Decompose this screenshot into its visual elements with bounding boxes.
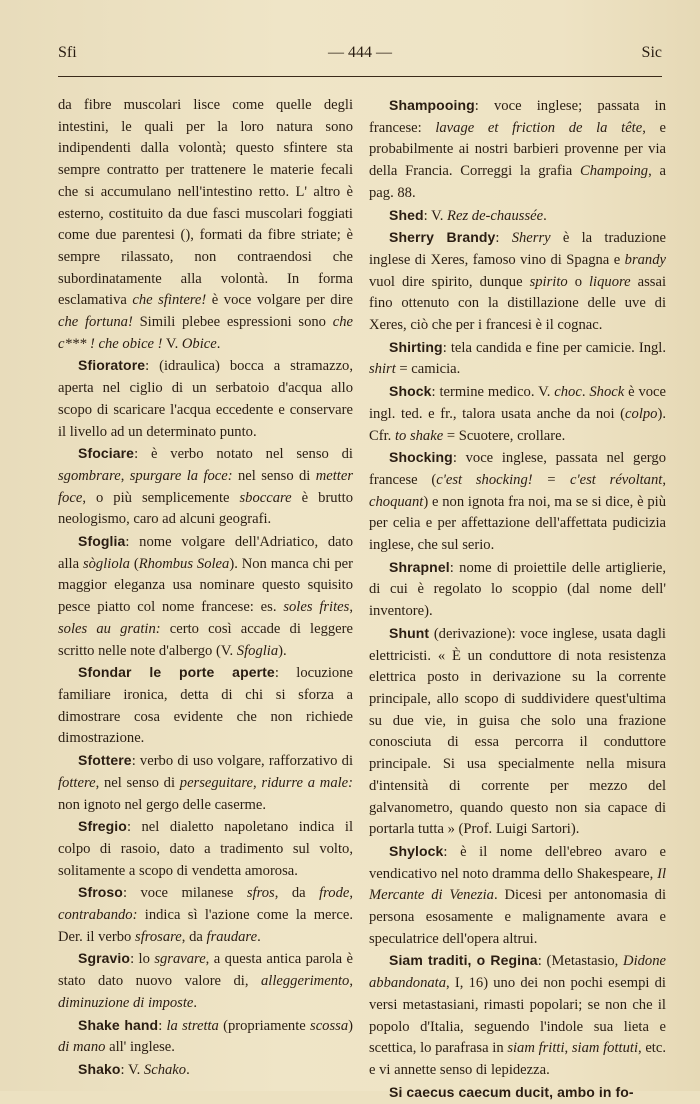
dictionary-entry: [58, 750, 353, 816]
dictionary-entry: [58, 443, 353, 531]
running-header: [58, 44, 662, 68]
entry-headword: Sfottere: [78, 752, 132, 769]
entry-definition: da fibre muscolari lisce come quelle degli intestini, le quali per la loro natura sono indipendenti dalla volontà; questo sfintere sta sempre contratto per trattenere le materie fecali che si accumulano nell'intestino retto. L' altro è esterno, costituito da due fasci muscolari foggiati come due parentesi (), formati da fibre striate; è sempre rilassato, non contraendosi che subordinatamente alla volontà. In forma esclamativa che sfintere! è voce volgare per dire che fortuna! Simili plebee espressioni sono che c*** ! che obice ! V. Obice.: [58, 97, 353, 352]
right-column: [369, 95, 666, 1104]
entry-definition: : voce milanese sfros, da frode, contrabando: indica sì l'azione come la merce. Der. il verbo sfrosare, da fraudare.: [58, 885, 353, 945]
entry-definition: : è verbo notato nel senso di sgombrare, spurgare la foce: nel senso di metter foce, o più semplicemente sboccare è brutto neologismo, caro ad alcuni geografi.: [58, 446, 354, 528]
entry-definition: : tela candida e fine per camicie. Ingl. shirt = camicia.: [369, 339, 666, 378]
dictionary-entry: [369, 623, 666, 841]
dictionary-entry: [369, 337, 666, 381]
entry-headword: Sherry Brandy: [389, 229, 496, 246]
header-left-guide-word: Sfi: [58, 44, 77, 61]
entry-definition: : nome di proiettile delle artiglierie, di cui è regolato lo scoppio (dal nome dell' inventore).: [369, 559, 666, 620]
entry-headword: Shock: [389, 383, 432, 400]
dictionary-entry: [369, 950, 666, 1081]
entry-headword: Shirting: [389, 338, 443, 355]
entry-headword: Siam traditi, o Regina: [389, 952, 538, 969]
dictionary-entry: [58, 662, 353, 750]
header-right-guide-word: Sic: [641, 44, 662, 61]
entry-definition: : termine medico. V. choc. Shock è voce ingl. ted. e fr., talora usata anche da noi (colpo). Cfr. to shake = Scuotere, crollare.: [369, 384, 667, 444]
entry-headword: Shake hand: [78, 1016, 159, 1033]
dictionary-entry: [58, 1015, 353, 1059]
entry-headword: Sfondar le porte aperte: [78, 664, 275, 681]
entry-definition: : (idraulica) bocca a stramazzo, aperta nel ciglio di un serbatoio d'acqua allo scopo di scaricare l'acqua eccedente e conservare il livello ad un determinato punto.: [58, 358, 353, 440]
dictionary-entry: [58, 531, 353, 662]
entry-definition: (derivazione): voce inglese, usata dagli elettricisti. « È un conduttore di nota resistenza elettrica posto in derivazione su la corrente principale, allo scopo di suddividere quest'ultima su due vie, in guisa che solo una frazione conosciuta di essa percorra il conduttore principale. Si usa specialmente nella misura d'intensità di corrente per mezzo del galvanometro, quando questo non sia capace di portarla tutta » (Prof. Luigi Sartori).: [369, 625, 666, 838]
entry-definition: : nel dialetto napoletano indica il colpo di rasoio, dato a tradimento sul volto, solitamente a scopo di vendetta amorosa.: [58, 819, 353, 879]
dictionary-entry: [369, 227, 666, 337]
entry-definition: : verbo di uso volgare, rafforzativo di fottere, nel senso di perseguitare, ridurre a male: non ignoto nel gergo delle caserme.: [58, 753, 354, 813]
entry-headword: Shrapnel: [389, 558, 450, 575]
entry-headword: Shunt: [389, 624, 430, 641]
entry-definition: : (Metastasio, Didone abbandonata, I, 16) uno dei non pochi esempi di versi metastasiani, rimasti popolari; se non che il popolo d'Italia, seguendo l'indole sua lieta e scettica, lo parafrasa in siam fritti, siam fottuti, etc. e vi annette senso di lepidezza.: [369, 953, 666, 1078]
entry-headword: Sfociare: [78, 445, 135, 462]
entry-definition: : V. Rez de-chaussée.: [423, 207, 547, 224]
entry-headword: Sfioratore: [78, 357, 146, 374]
entry-definition: : la stretta (propriamente scossa) di mano all' inglese.: [58, 1017, 353, 1056]
dictionary-entry: [58, 355, 353, 443]
entry-headword: Sgravio: [78, 950, 131, 967]
left-column: [58, 95, 353, 1082]
entry-headword: Sfoglia: [78, 533, 126, 550]
entry-headword: Shylock: [389, 842, 444, 859]
dictionary-entry: [369, 557, 666, 623]
dictionary-entry: [58, 882, 353, 948]
entry-headword: Sfroso: [78, 884, 123, 901]
entry-definition: : Sherry è la traduzione inglese di Xeres, famoso vino di Spagna e brandy vuol dire spirito, dunque spirito o liquore assai fino ottenuto con la distillazione delle uve di Xeres, ciò che per i francesi è il cognac.: [369, 230, 666, 334]
header-rule: [58, 76, 662, 77]
dictionary-entry: [369, 841, 666, 951]
entry-definition: : locuzione familiare ironica, detta di chi si sforza a dimostrare cosa evidente che non richiede dimostrazione.: [58, 665, 353, 747]
dictionary-entry: [58, 816, 353, 882]
entry-headword: Shako: [78, 1060, 121, 1077]
page-number: — 444 —: [328, 44, 392, 61]
dictionary-entry: [369, 205, 666, 228]
entry-headword: Shed: [389, 206, 424, 223]
entry-headword: Shocking: [389, 449, 453, 466]
entry-definition: : lo sgravare, a questa antica parola è stato dato nuovo valore di, alleggerimento, diminuzione di imposte.: [58, 951, 353, 1011]
entry-definition: : voce inglese; passata in francese: lavage et friction de la tête, e probabilmente ai nostri barbieri provenne per via della Francia. Correggi la grafia Champoing, a pag. 88.: [369, 98, 667, 201]
entry-headword: Shampooing: [389, 97, 475, 113]
dictionary-entry: [369, 95, 666, 205]
dictionary-entry: [58, 95, 353, 355]
entry-definition: : voce inglese, passata nel gergo francese (c'est shocking! = c'est révoltant, choquant) e non ignota fra noi, ma se si dice, è più per celia e per affettazione dell'affettata pudicizia inglese, che sul serio.: [369, 450, 666, 554]
entry-headword: Si caecus caecum ducit, ambo in fo-: [389, 1083, 634, 1100]
entry-definition: : nome volgare dell'Adriatico, dato alla sògliola (Rhombus Solea). Non manca chi per maggior eleganza usa nominare questo squisito pesce piatto col nome francese: es. soles frites, soles au gratin: certo così accade di leggere scritto nelle note d'albergo (V. Sfoglia).: [58, 534, 353, 659]
dictionary-entry: [369, 1082, 666, 1104]
dictionary-entry: [369, 447, 666, 557]
entry-headword: Sfregio: [78, 818, 127, 835]
entry-definition: : è il nome dell'ebreo avaro e vendicativo nel noto dramma dello Shakespeare, Il Mercante di Venezia. Dicesi per antonomasia di persona esosamente e malignamente avara e speculatrice dell'opera altrui.: [369, 843, 666, 947]
dictionary-entry: [58, 948, 353, 1014]
dictionary-entry: [58, 1059, 353, 1082]
dictionary-entry: [369, 381, 666, 447]
entry-definition: : V. Schako.: [120, 1061, 190, 1078]
